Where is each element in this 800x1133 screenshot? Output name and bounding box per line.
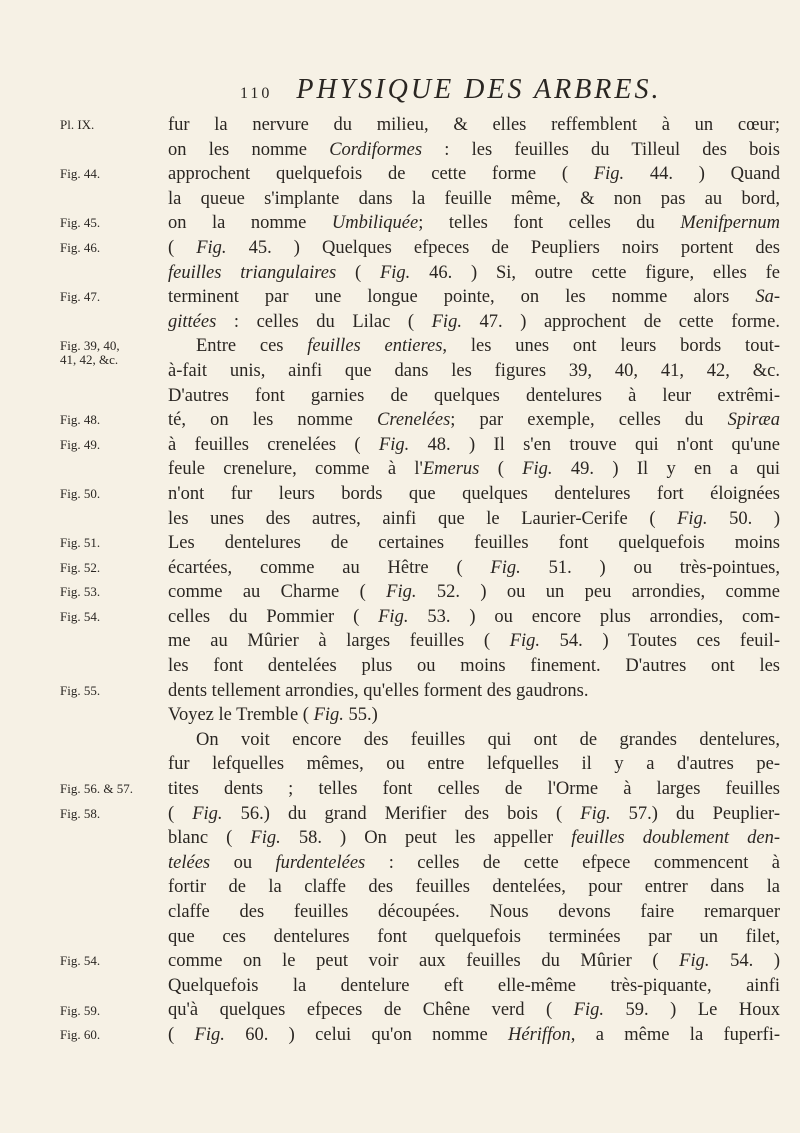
italic-run: Spiræa [727, 410, 780, 431]
italic-run: Crenelées [377, 410, 451, 431]
italic-run: Fig. [679, 951, 710, 972]
text-run: Voyez le Tremble ( [168, 705, 314, 726]
text-run: on les nomme [168, 139, 330, 160]
text-line [168, 826, 780, 851]
italic-run: Fig. [580, 803, 611, 824]
text-run: ( [479, 459, 523, 480]
text-line [168, 162, 780, 187]
margin-note: 41, 42, &c. [60, 351, 119, 367]
margin-note: Fig. 53. [60, 584, 101, 600]
text-run: celles du Pommier ( [168, 606, 379, 627]
text-run: dents tellement arrondies, qu'elles forment des gaudrons. [168, 680, 589, 701]
text-run: fur lefquelles mêmes, ou entre lefquelles il y a d'autres pe- [168, 754, 780, 775]
text-run: 54. ) [709, 951, 780, 972]
text-line [168, 531, 780, 556]
text-run: feule crenelure, comme à l' [168, 459, 423, 480]
italic-run: furdentelées [275, 852, 366, 873]
margin-note: Fig. 55. [60, 682, 101, 698]
italic-run: Hériffon [508, 1024, 571, 1045]
text-run: ( [168, 237, 197, 258]
italic-run: Cordiformes [329, 139, 423, 160]
text-run: à-fait unis, ainfi que dans les figures 39, 40, 41, 42, &c. [168, 360, 780, 381]
italic-run: Fig. [490, 557, 521, 578]
text-run: 50. ) [707, 508, 780, 529]
text-run: 57.) du Peuplier- [610, 803, 781, 824]
text-run: me au Mûrier à larges feuilles ( [168, 631, 510, 652]
text-run: 56.) du grand Merifier des bois ( [222, 803, 581, 824]
text-line [168, 482, 780, 507]
text-run: on la nomme [168, 213, 332, 234]
text-run: 52. ) ou un peu arrondies, comme [416, 582, 780, 603]
italic-run: Emerus [422, 459, 480, 480]
text-run: fur la nervure du milieu, & elles reffemblent à un cœur; [168, 115, 780, 135]
text-line [168, 285, 780, 310]
margin-note: Fig. 51. [60, 535, 101, 551]
italic-run: Fig. [677, 508, 708, 529]
text-line [168, 187, 780, 212]
italic-run: Fig. [431, 311, 462, 332]
text-line [168, 408, 780, 433]
text-line [168, 925, 780, 950]
text-run: 44. ) Quand [624, 164, 780, 185]
margin-note: Fig. 45. [60, 215, 101, 231]
text-run: ; par exemple, celles du [450, 410, 728, 431]
text-run: approchent quelquefois de cette forme ( [168, 164, 594, 185]
text-run: On voit encore des feuilles qui ont de grandes dentelures, [196, 729, 780, 750]
text-run: : celles de cette efpece commencent à [365, 852, 781, 873]
text-line [168, 113, 780, 138]
text-run: la queue s'implante dans la feuille même, & non pas au bord, [168, 188, 780, 209]
text-run: comme au Charme ( [168, 582, 387, 603]
text-run: té, on les nomme [168, 410, 377, 431]
margin-note: Fig. 58. [60, 805, 101, 821]
text-line [168, 949, 780, 974]
text-line [168, 998, 780, 1023]
text-run: 48. ) Il s'en trouve qui n'ont qu'une [409, 434, 780, 455]
text-line [168, 433, 780, 458]
margin-note: Fig. 54. [60, 953, 101, 969]
margin-note: Fig. 52. [60, 559, 101, 575]
text-run: écartées, comme au Hêtre ( [168, 557, 491, 578]
text-line [168, 679, 780, 704]
italic-run: telées [168, 852, 211, 873]
text-run: 51. ) ou très-pointues, [520, 557, 780, 578]
italic-run: Fig. [313, 705, 344, 726]
page-title: PHYSIQUE DES ARBRES. [296, 74, 662, 105]
text-line [168, 974, 780, 999]
text-line [168, 138, 780, 163]
text-run: les unes des autres, ainfi que le Laurier-Cerife ( [168, 508, 678, 529]
margin-note: Fig. 49. [60, 436, 101, 452]
text-line [168, 900, 780, 925]
italic-run: feuilles entieres [307, 336, 443, 357]
text-run: à feuilles crenelées ( [168, 434, 379, 455]
body-text [168, 113, 780, 1048]
text-run: 45. ) Quelques efpeces de Peupliers noirs portent des [226, 237, 780, 258]
text-run: D'autres font garnies de quelques dentelures à leur extrêmi- [168, 385, 780, 406]
italic-run: Fig. [379, 262, 411, 283]
text-run: , les unes ont leurs bords tout- [442, 336, 780, 357]
text-line [168, 752, 780, 777]
text-run: 49. ) Il y en a qui [552, 459, 780, 480]
running-head [240, 74, 760, 106]
text-line [168, 556, 780, 581]
italic-run: feuilles triangulaires [168, 262, 337, 283]
italic-run: Menifpernum [680, 213, 780, 234]
text-run: ou [210, 852, 276, 873]
margin-note: Fig. 50. [60, 486, 101, 501]
text-run: fortir de la claffe des feuilles dentelées, pour entrer dans la [168, 877, 780, 898]
italic-run: Fig. [194, 1024, 225, 1045]
text-run: ; telles font celles du [418, 213, 681, 234]
text-run: ( [168, 1024, 195, 1045]
page-number: 110 [240, 85, 273, 102]
margin-note: Fig. 47. [60, 289, 101, 305]
text-line [168, 728, 780, 753]
text-run: ( [168, 803, 193, 824]
margin-note: Fig. 39, 40, [60, 338, 120, 354]
margin-note: Fig. 59. [60, 1002, 101, 1018]
text-run: les font dentelées plus ou moins finement. D'autres ont les [168, 656, 780, 677]
italic-run: Umbiliquée [331, 213, 419, 234]
text-line [168, 1023, 780, 1048]
text-run: ( [336, 262, 380, 283]
italic-run: Fig. [573, 1000, 604, 1021]
text-line [168, 310, 780, 335]
text-run: 59. ) Le Houx [603, 1000, 780, 1021]
italic-run: Fig. [509, 631, 541, 652]
italic-run: feuilles doublement den- [571, 828, 780, 849]
text-run: 60. ) celui qu'on nomme [224, 1024, 509, 1045]
text-line [168, 261, 780, 286]
text-run: 53. ) ou encore plus arrondies, com- [408, 606, 780, 627]
text-line [168, 384, 780, 409]
text-run: que ces dentelures font quelquefois terminées par un filet, [168, 926, 780, 947]
italic-run: Fig. [192, 803, 223, 824]
text-line [168, 777, 780, 802]
text-line [168, 851, 780, 876]
text-run: claffe des feuilles découpées. Nous devons faire remarquer [168, 902, 780, 922]
margin-note: Fig. 54. [60, 609, 101, 624]
text-run: 46. ) Si, outre cette figure, elles fe [410, 262, 780, 283]
text-run: blanc ( [168, 828, 251, 849]
text-run: comme on le peut voir aux feuilles du Mûrier ( [168, 951, 680, 972]
margin-note: Fig. 46. [60, 240, 101, 255]
text-line [168, 334, 780, 359]
margin-note: Pl. IX. [60, 117, 95, 132]
text-line [168, 507, 780, 532]
text-line [168, 654, 780, 679]
text-run: : celles du Lilac ( [216, 311, 432, 332]
text-line [168, 875, 780, 900]
text-line [168, 580, 780, 605]
text-run: 47. ) approchent de cette forme. [461, 311, 780, 332]
italic-run: gittées [168, 311, 217, 332]
italic-run: Fig. [378, 606, 409, 627]
text-line [168, 236, 780, 261]
italic-run: Fig. [522, 459, 553, 480]
text-run: , a même la fuperfi- [570, 1024, 780, 1045]
italic-run: Sa- [755, 287, 780, 308]
text-run: 55.) [343, 705, 378, 726]
text-run: Entre ces [196, 336, 308, 357]
text-line [168, 211, 780, 236]
margin-note: Fig. 60. [60, 1027, 101, 1043]
italic-run: Fig. [250, 828, 281, 849]
margin-note: Fig. 56. & 57. [60, 781, 133, 797]
italic-run: Fig. [593, 164, 625, 185]
text-line [168, 605, 780, 630]
text-line [168, 802, 780, 827]
italic-run: Fig. [378, 434, 410, 455]
margin-note: Fig. 48. [60, 412, 101, 428]
text-line [168, 457, 780, 482]
text-run: 58. ) On peut les appeller [280, 828, 572, 849]
text-run: qu'à quelques efpeces de Chêne verd ( [168, 1000, 574, 1021]
margin-note: Fig. 44. [60, 166, 101, 182]
text-run: 54. ) Toutes ces feuil- [540, 631, 780, 652]
text-run: terminent par une longue pointe, on les nomme alors [168, 287, 756, 308]
text-run: tites dents ; telles font celles de l'Orme à larges feuilles [168, 779, 780, 800]
text-line [168, 703, 780, 728]
text-run: : les feuilles du Tilleul des bois [422, 139, 781, 160]
text-line [168, 359, 780, 384]
text-run: Quelquefois la dentelure eft elle-même très-piquante, ainfi [168, 975, 780, 996]
text-run: Les dentelures de certaines feuilles font quelquefois moins [168, 533, 780, 554]
italic-run: Fig. [386, 582, 417, 603]
italic-run: Fig. [196, 237, 227, 258]
text-run: n'ont fur leurs bords que quelques dentelures fort éloignées [168, 483, 780, 504]
text-line [168, 629, 780, 654]
